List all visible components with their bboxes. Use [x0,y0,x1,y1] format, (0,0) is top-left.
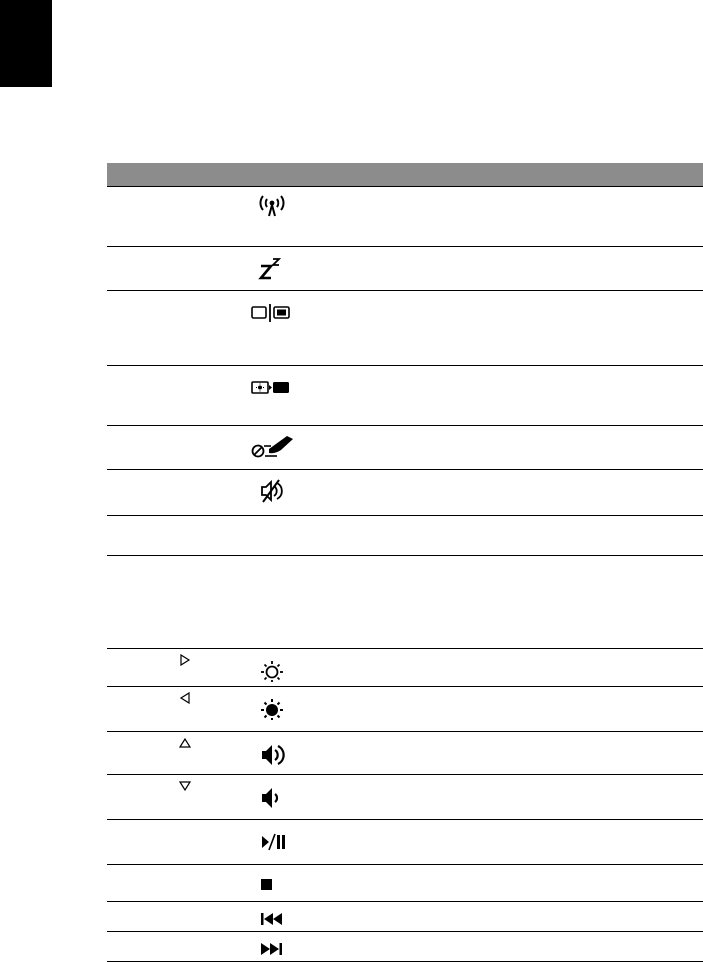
next-track-icon [249,935,295,961]
volume-down-icon [249,782,295,808]
volume-up-icon [249,739,295,765]
table-row [107,470,703,516]
left-arrow-icon [179,692,191,704]
table-row [107,187,703,247]
wireless-communication-icon [249,194,295,220]
previous-track-icon [249,905,295,931]
table-row [107,649,703,687]
play-pause-icon [249,827,295,853]
up-arrow-icon [179,737,191,749]
screen-blank-icon [249,373,295,399]
table-row [107,426,703,470]
table-row [107,732,703,775]
table-row [107,291,703,366]
speaker-mute-icon [249,477,295,503]
table-row [107,516,703,556]
sleep-zz-icon [249,254,295,280]
table-row [107,820,703,865]
table-row [107,366,703,426]
table-row [107,775,703,820]
touchpad-toggle-icon [249,433,295,459]
right-arrow-icon [179,654,191,666]
table-row [107,687,703,732]
table-header [107,163,703,187]
stop-icon [249,872,295,898]
hotkey-table [107,163,703,962]
brightness-down-icon [249,694,295,720]
display-toggle-icon [249,298,295,324]
table-row [107,865,703,902]
table-row [107,247,703,291]
table-row [107,902,703,932]
brightness-up-icon [249,656,295,682]
down-arrow-icon [179,780,191,792]
table-row [107,556,703,649]
table-row [107,932,703,962]
chapter-tab [0,0,52,87]
